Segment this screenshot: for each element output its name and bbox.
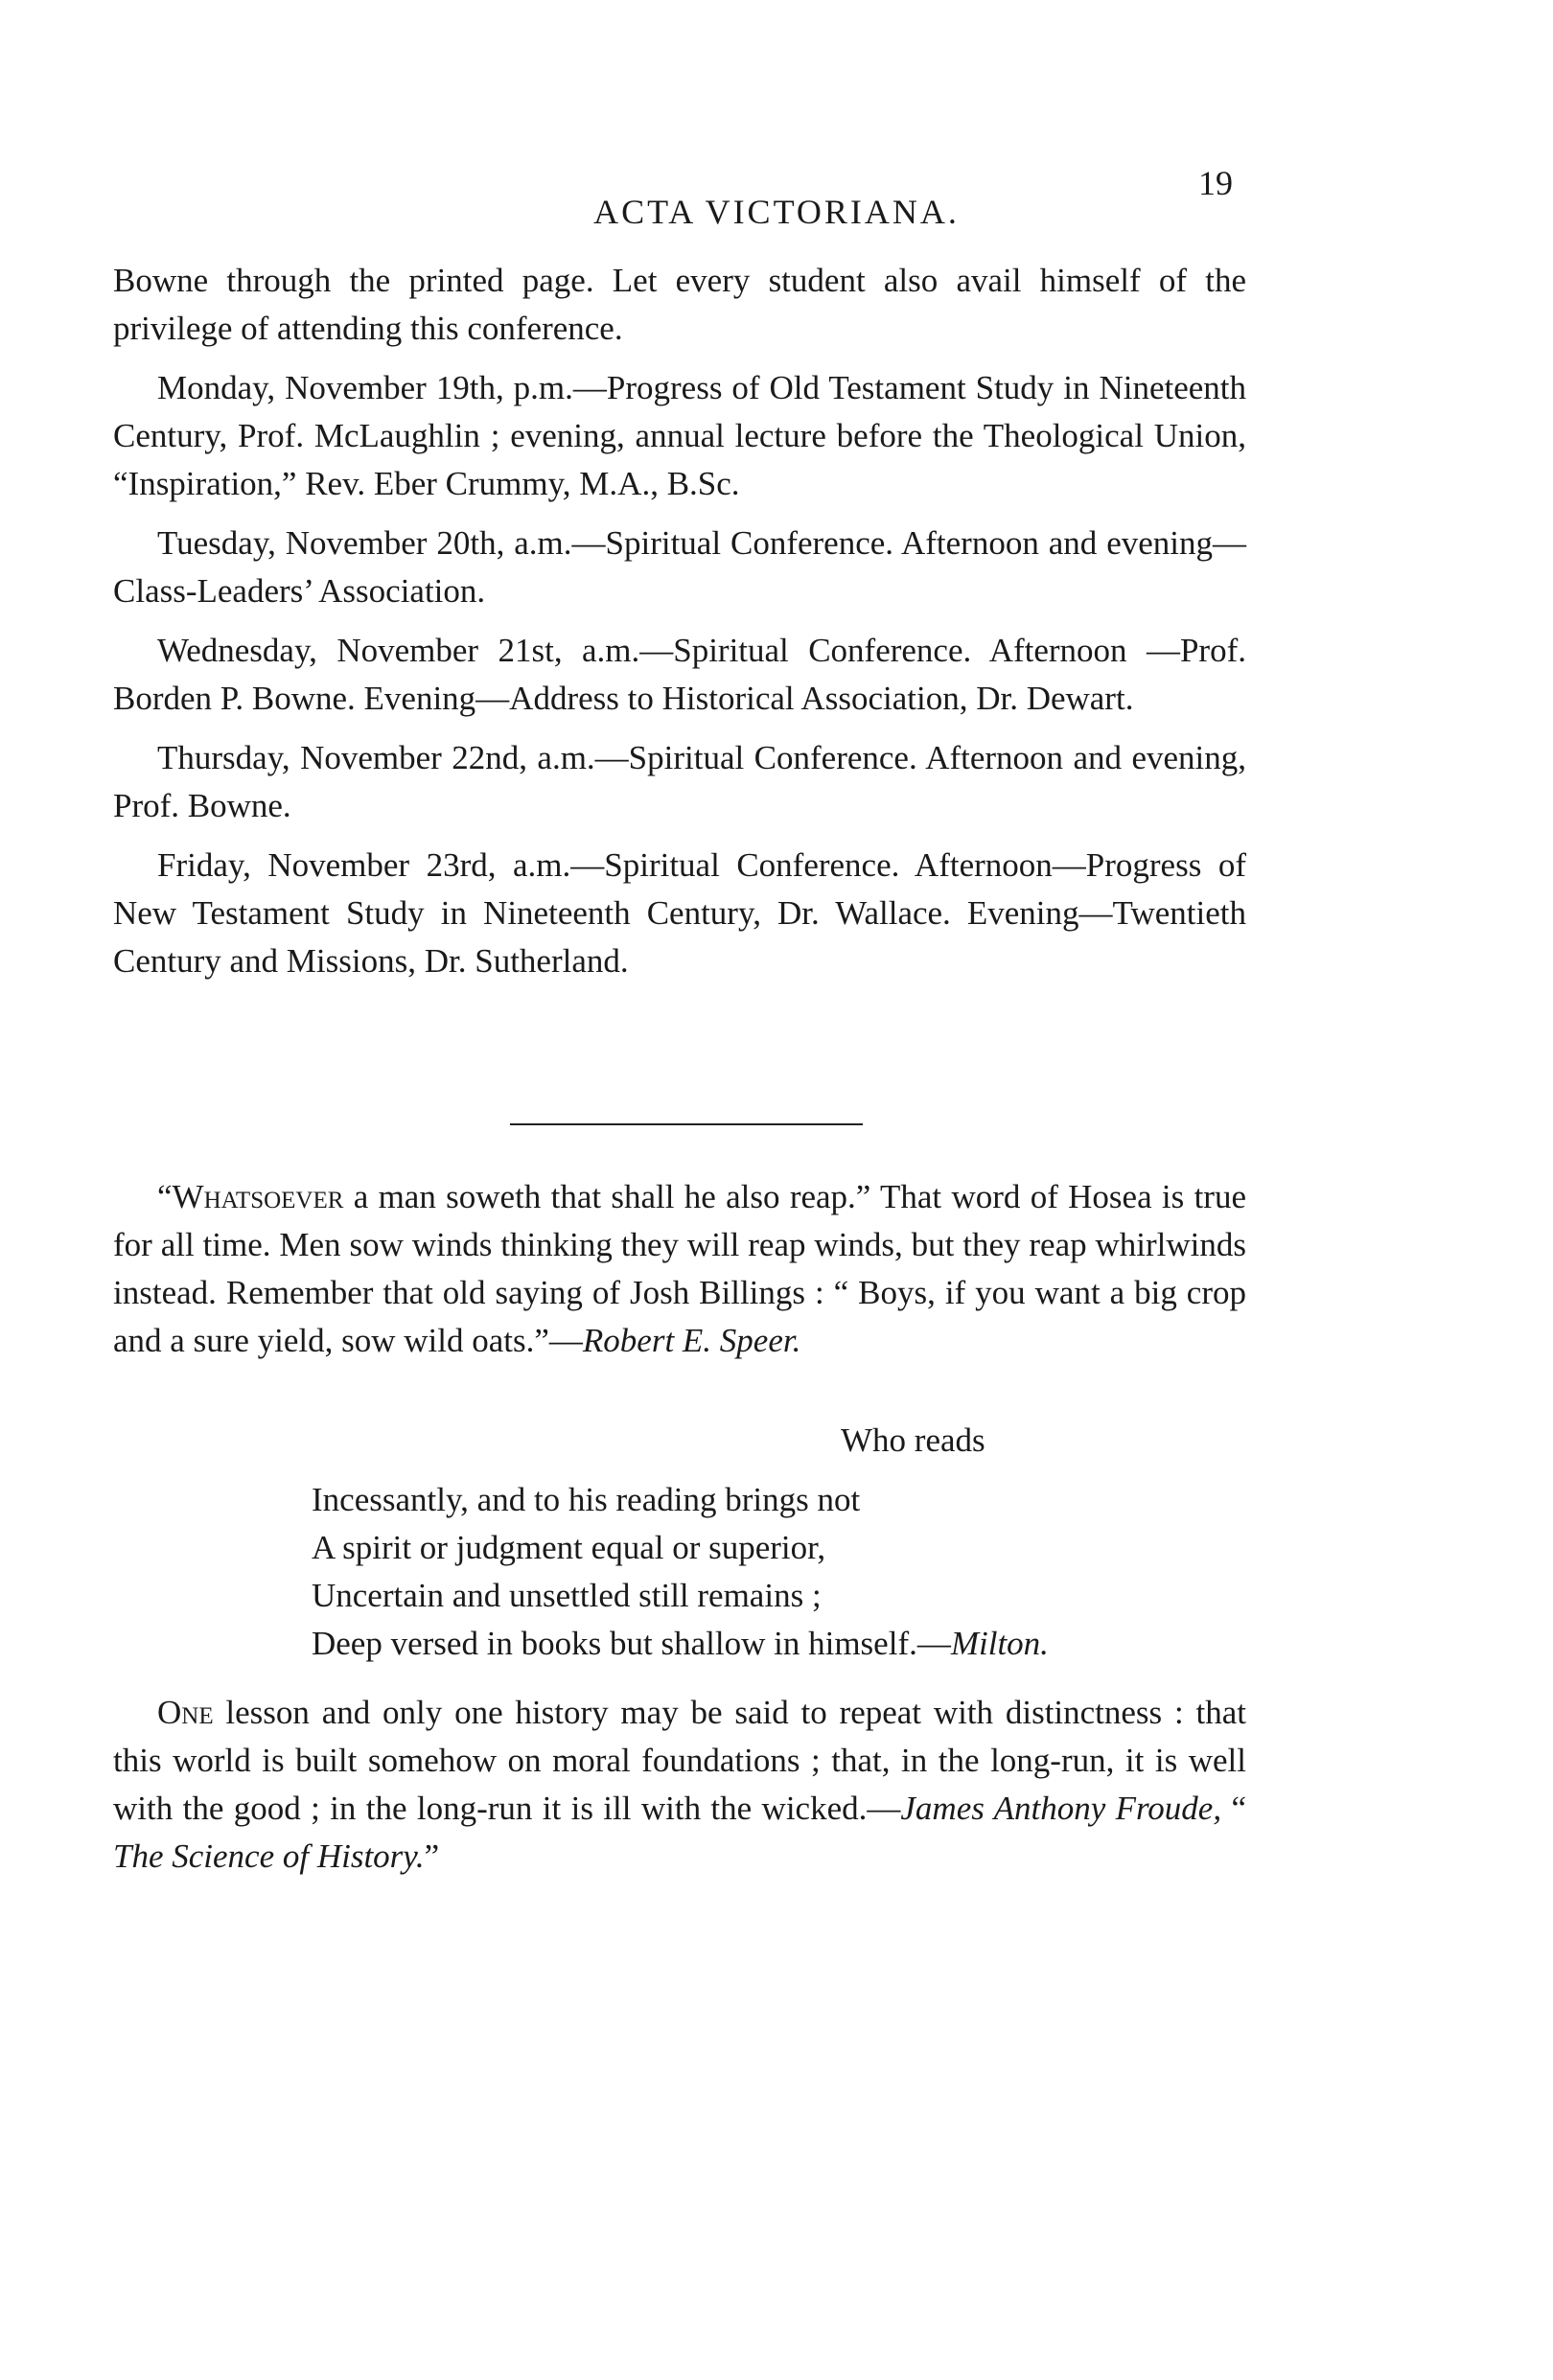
speer-attribution: Robert E. Speer. [582,1322,801,1359]
froude-quote-text: lesson and only one history may be said to repeat with distinctness : that this world is built somehow on moral foundations ; that, in the long-run, it is well with the good ; in the long-run it is ill with the wicked.— [113,1694,1246,1827]
froude-quote [113,1689,1246,1892]
speer-quote [113,1173,1246,1376]
milton-attribution: Milton. [950,1625,1049,1662]
poem-line: A spirit or judgment equal or superior, [312,1529,826,1566]
froude-work-close-quote: ” [424,1837,440,1875]
conference-schedule [113,257,1246,997]
poem-last-line [312,1620,1270,1668]
froude-work-title: The Science of History. [113,1837,425,1875]
froude-work-open-quote: “ [1221,1790,1246,1827]
speer-quote-text: a man soweth that shall he also reap.” That word of Hosea is true for all time. Men sow winds thinking they will reap winds, but they reap whirlwinds instead. Remember that old saying of Josh Billings : “ Boys, if you want a big crop and a sure yield, sow wild oats.”— [113,1178,1246,1359]
froude-quote-paragraph [113,1689,1246,1881]
schedule-day-friday: Friday, November 23rd, a.m.—Spiritual Conference. Afternoon—Progress of New Testament Study in Nineteenth Century, Dr. Wallace. Evening—Twentieth Century and Missions, Dr. Sutherland. [113,846,1246,980]
froude-author: James Anthony Froude, [900,1790,1222,1827]
schedule-day-monday: Monday, November 19th, p.m.—Progress of Old Testament Study in Nineteenth Century, Prof. McLaughlin ; evening, annual lecture before the Theological Union, “Inspiration,” Rev. Eber Crummy, M.A., B.Sc. [113,369,1246,502]
milton-poem [312,1417,1270,1668]
speer-lead-word: Whatsoever [172,1178,344,1215]
poem-line: Uncertain and unsettled still remains ; [312,1577,822,1614]
poem-first-line: Who reads [841,1421,985,1459]
schedule-day-tuesday: Tuesday, November 20th, a.m.—Spiritual Conference. Afternoon and evening—Class-Leaders’ Association. [113,524,1246,610]
speer-open-quote: “ [157,1178,173,1215]
poem-line: Incessantly, and to his reading brings not [312,1481,861,1518]
schedule-intro: Bowne through the printed page. Let every student also avail himself of the privilege of attending this conference. [113,262,1246,347]
poem-last-line-text: Deep versed in books but shallow in himself.— [312,1625,951,1662]
section-divider [510,1123,863,1125]
froude-lead-word: One [157,1694,214,1731]
running-title: ACTA VICTORIANA. [593,193,960,231]
schedule-day-thursday: Thursday, November 22nd, a.m.—Spiritual Conference. Afternoon and evening, Prof. Bowne. [113,739,1246,824]
speer-quote-paragraph [113,1173,1246,1365]
page-number: 19 [1198,164,1233,202]
schedule-day-wednesday: Wednesday, November 21st, a.m.—Spiritual Conference. Afternoon —Prof. Borden P. Bowne. Evening—Address to Historical Association, Dr. Dewart. [113,632,1246,717]
